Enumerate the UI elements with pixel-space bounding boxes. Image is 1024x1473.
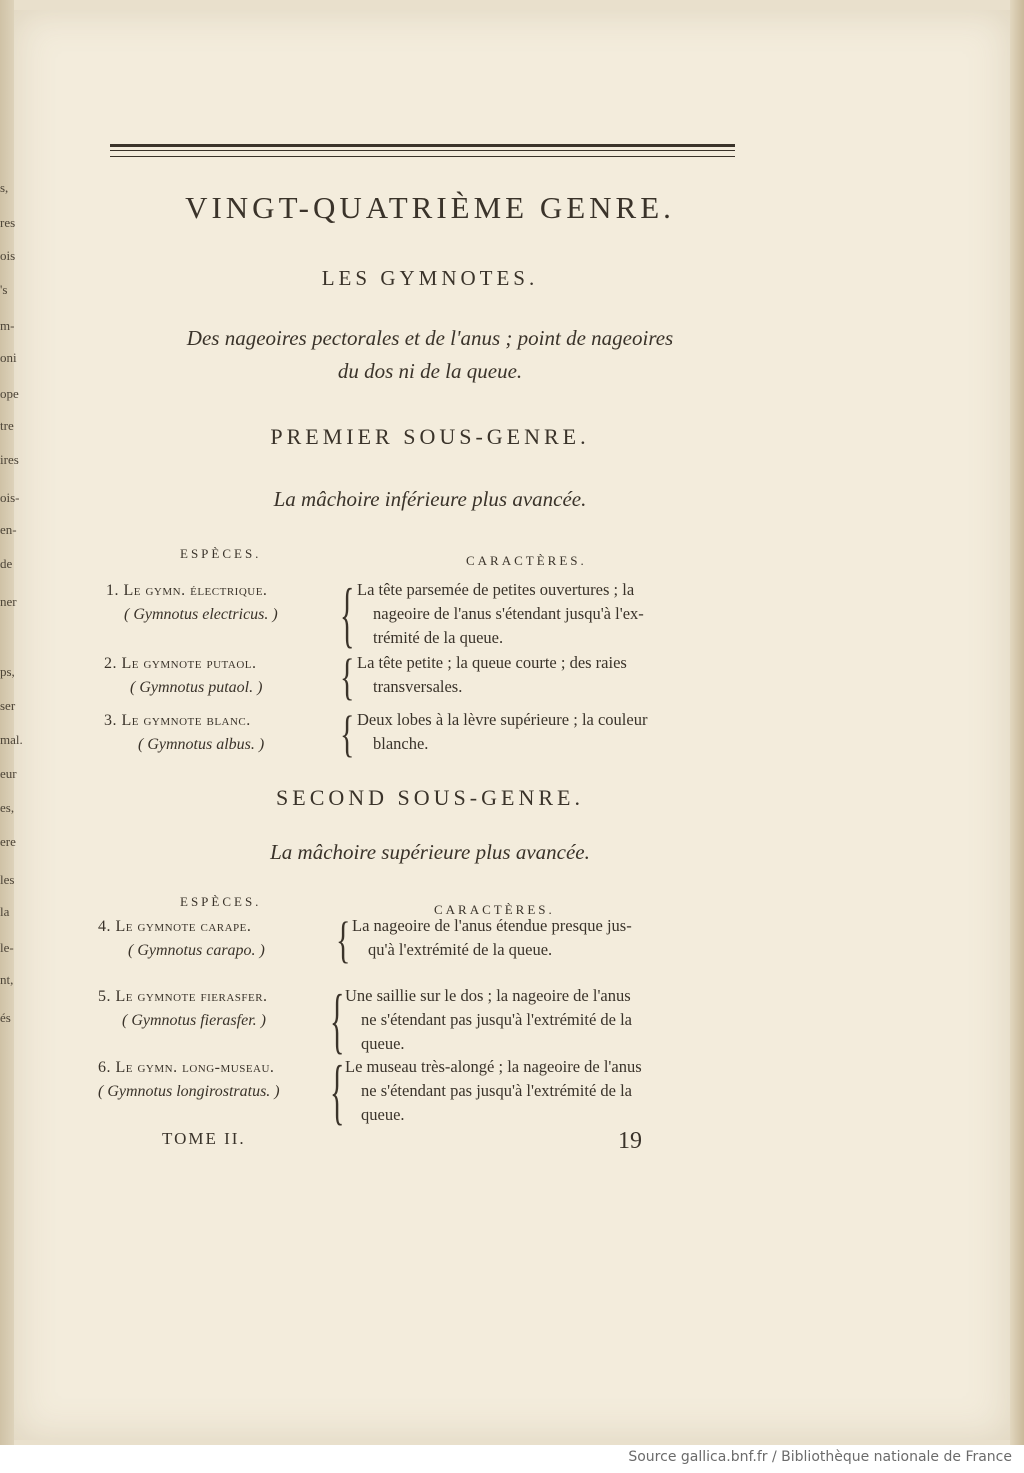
margin-fragment: és [0, 1010, 11, 1025]
margin-fragment: ires [0, 452, 19, 467]
margin-fragment: es, [0, 800, 15, 815]
character-description-line: La tête parsemée de petites ouvertures ; la [357, 580, 635, 599]
species-name: 4. Le gymnote carape. [98, 918, 252, 935]
character-description-line: nageoire de l'anus s'étendant jusqu'à l'ex- [373, 604, 644, 623]
footer-volume: TOME II. [162, 1129, 246, 1148]
margin-fragment: mal. [0, 732, 23, 747]
subgenus-2-subtitle: La mâchoire supérieure plus avancée. [270, 840, 590, 864]
species-name: 1. Le gymn. électrique. [106, 582, 268, 599]
brace-mark: { [330, 1052, 345, 1133]
species-latin-name: ( Gymnotus putaol. ) [130, 679, 263, 696]
margin-fragment: ois [0, 248, 16, 263]
brace-mark: { [340, 575, 355, 656]
margin-fragment: la [0, 904, 10, 919]
header-rule-thin-2 [110, 156, 735, 157]
header-rule-thin-1 [110, 150, 735, 151]
character-description-line: Le museau très-alongé ; la nageoire de l'anus [345, 1057, 642, 1076]
species-name: 5. Le gymnote fierasfer. [98, 988, 268, 1005]
margin-fragment: ois- [0, 490, 20, 505]
margin-fragment: m- [0, 318, 15, 333]
margin-fragment: les [0, 872, 15, 887]
subgenus-1-characters-header: CARACTÈRES. [466, 553, 587, 568]
genus-description-line-1: Des nageoires pectorales et de l'anus ; point de nageoires [186, 326, 674, 350]
subgenus-1-subtitle: La mâchoire inférieure plus avancée. [273, 487, 587, 511]
margin-fragment: res [0, 215, 16, 230]
species-name: 6. Le gymn. long-museau. [98, 1059, 275, 1076]
character-description-line: queue. [361, 1034, 405, 1053]
brace-mark: { [340, 706, 355, 763]
character-description-line: La tête petite ; la queue courte ; des raies [357, 653, 627, 672]
brace-mark: { [330, 981, 345, 1062]
species-name: 3. Le gymnote blanc. [104, 712, 251, 729]
subgenus-1-heading: PREMIER SOUS-GENRE. [270, 424, 590, 449]
subgenus-2-characters-header: CARACTÈRES. [434, 902, 555, 917]
margin-fragment: en- [0, 522, 17, 537]
margin-fragment: eur [0, 766, 17, 781]
genus-name: LES GYMNOTES. [321, 266, 539, 290]
margin-fragment: ps, [0, 664, 15, 679]
genus-description-line-2: du dos ni de la queue. [337, 359, 523, 383]
margin-fragment: s, [0, 180, 9, 195]
margin-fragment: le- [0, 940, 14, 955]
species-latin-name: ( Gymnotus fierasfer. ) [122, 1012, 266, 1029]
source-credit: Source gallica.bnf.fr / Bibliothèque nationale de France [628, 1449, 1012, 1465]
character-description-line: transversales. [373, 677, 463, 696]
margin-fragment: ser [0, 698, 16, 713]
character-description-line: Une saillie sur le dos ; la nageoire de l'anus [345, 986, 631, 1005]
margin-fragment: ope [0, 386, 19, 401]
species-latin-name: ( Gymnotus carapo. ) [128, 942, 265, 959]
species-name: 2. Le gymnote putaol. [104, 655, 257, 672]
character-description-line: blanche. [373, 734, 429, 753]
page-right-edge [1010, 0, 1024, 1445]
header-rule-thick [110, 144, 735, 147]
margin-fragment: tre [0, 418, 14, 433]
species-latin-name: ( Gymnotus electricus. ) [124, 606, 278, 623]
subgenus-2-heading: SECOND SOUS-GENRE. [276, 785, 584, 810]
margin-fragment: de [0, 556, 13, 571]
character-description-line: Deux lobes à la lèvre supérieure ; la couleur [357, 710, 648, 729]
margin-fragment: ner [0, 594, 17, 609]
brace-mark: { [340, 649, 355, 706]
margin-fragment: oni [0, 350, 17, 365]
margin-fragment: 's [0, 282, 8, 297]
subgenus-1-species-header: ESPÈCES. [180, 546, 262, 561]
character-description-line: qu'à l'extrémité de la queue. [368, 940, 553, 959]
character-description-line: ne s'étendant pas jusqu'à l'extrémité de la [361, 1081, 632, 1100]
character-description-line: ne s'étendant pas jusqu'à l'extrémité de la [361, 1010, 632, 1029]
margin-fragment: nt, [0, 972, 14, 987]
species-latin-name: ( Gymnotus longirostratus. ) [98, 1083, 280, 1100]
signature-mark: 19 [618, 1128, 642, 1154]
subgenus-2-species-header: ESPÈCES. [180, 894, 262, 909]
brace-mark: { [336, 912, 351, 969]
species-latin-name: ( Gymnotus albus. ) [138, 736, 265, 753]
character-description-line: queue. [361, 1105, 405, 1124]
margin-fragment: ere [0, 834, 16, 849]
character-description-line: La nageoire de l'anus étendue presque jus- [352, 916, 632, 935]
character-description-line: trémité de la queue. [373, 628, 504, 647]
genus-heading: VINGT-QUATRIÈME GENRE. [185, 190, 675, 225]
